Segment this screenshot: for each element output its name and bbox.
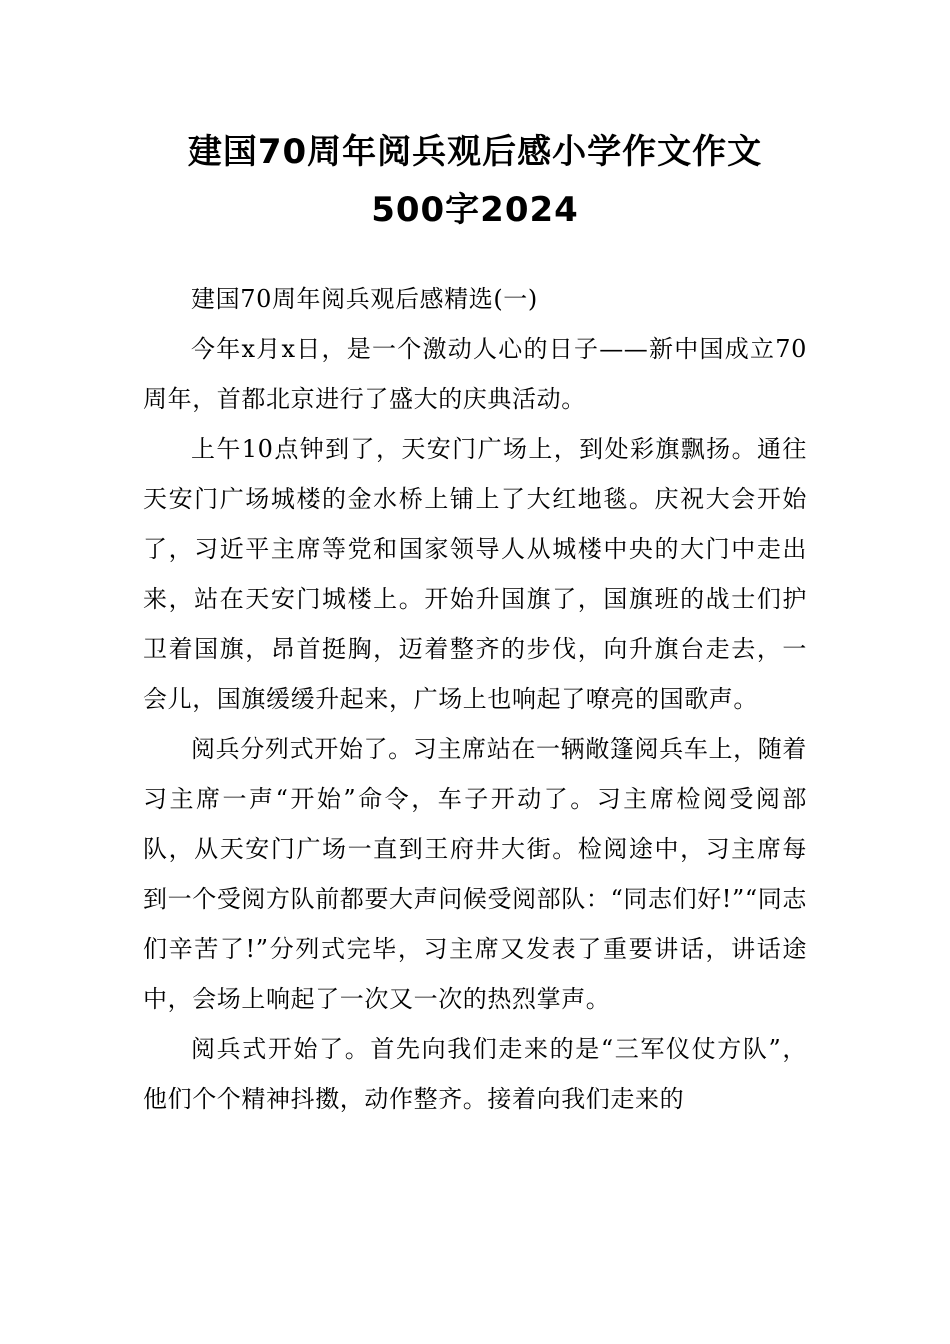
paragraph: 阅兵式开始了。首先向我们走来的是“三军仪仗方队”，他们个个精神抖擞，动作整齐。接着向我们走来的 bbox=[143, 1035, 807, 1113]
section-heading: 建国70周年阅兵观后感精选(一) bbox=[191, 285, 538, 313]
title-line-1: 建国70周年阅兵观后感小学作文作文 bbox=[187, 132, 763, 172]
document-title bbox=[100, 123, 850, 239]
document-body bbox=[143, 274, 807, 1124]
paragraph: 阅兵分列式开始了。习主席站在一辆敞篷阅兵车上，随着习主席一声“开始”命令，车子开动了。习主席检阅受阅部队，从天安门广场一直到王府井大街。检阅途中，习主席每到一个受阅方队前都要大声问候受阅部队：“同志们好!”“同志们辛苦了!”分列式完毕，习主席又发表了重要讲话，讲话途中，会场上响起了一次又一次的热烈掌声。 bbox=[143, 735, 807, 1013]
paragraph: 上午10点钟到了，天安门广场上，到处彩旗飘扬。通往天安门广场城楼的金水桥上铺上了大红地毯。庆祝大会开始了，习近平主席等党和国家领导人从城楼中央的大门中走出来，站在天安门城楼上。开始升国旗了，国旗班的战士们护卫着国旗，昂首挺胸，迈着整齐的步伐，向升旗台走去，一会儿，国旗缓缓升起来，广场上也响起了嘹亮的国歌声。 bbox=[143, 435, 807, 713]
title-line-2: 500字2024 bbox=[371, 190, 579, 230]
paragraph: 今年x月x日，是一个激动人心的日子——新中国成立70周年，首都北京进行了盛大的庆典活动。 bbox=[143, 335, 807, 413]
